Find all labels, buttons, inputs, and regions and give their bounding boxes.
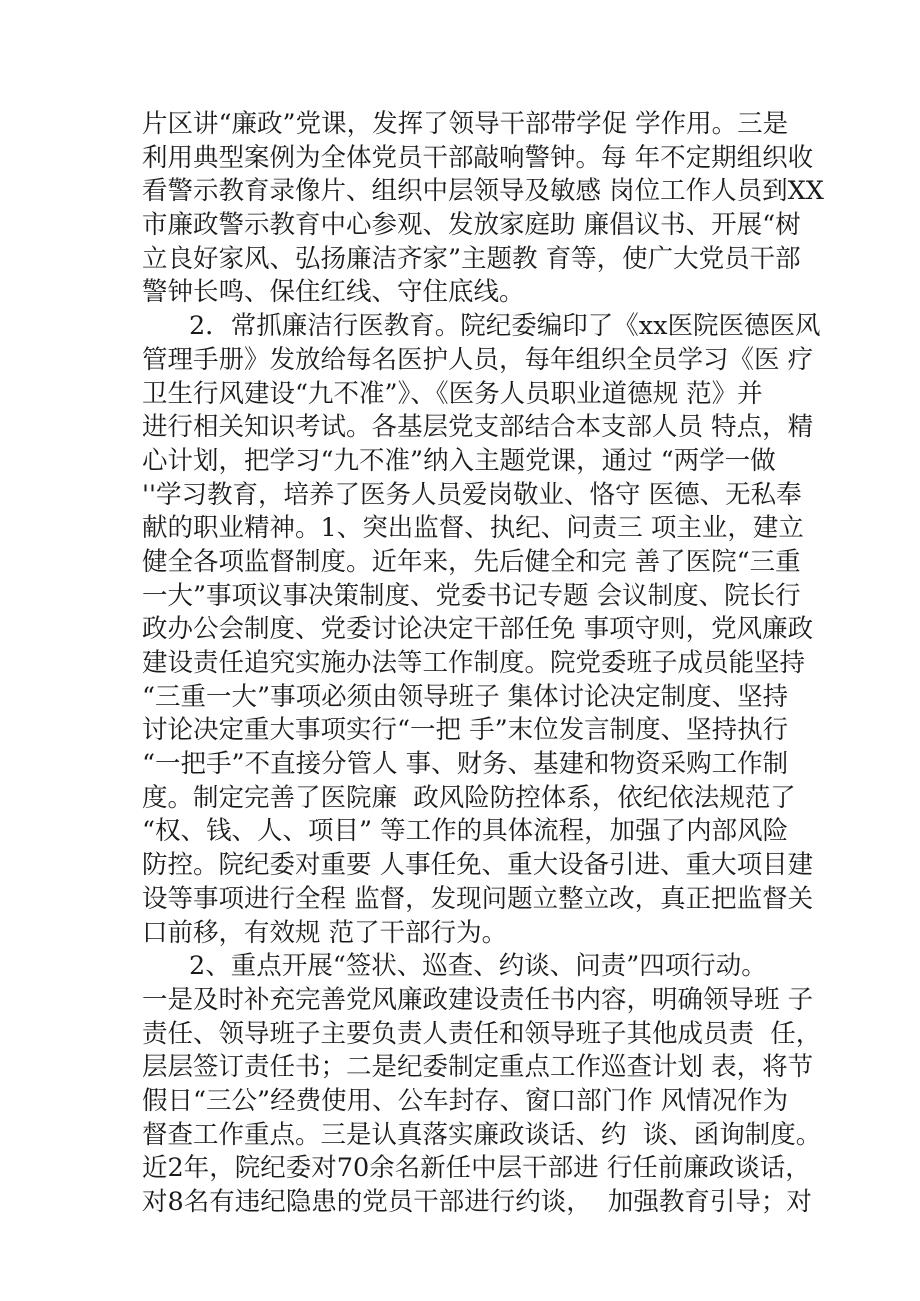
text-line: 督查工作重点。三是认真落实廉政谈话、约 谈、函询制度。 [142, 1119, 822, 1150]
text-line: 心计划，把学习“九不准”纳入主题党课，通过 “两学一做 [142, 445, 776, 476]
text-line: “权、钱、人、项目” 等工作的具体流程，加强了内部风险 [142, 816, 789, 847]
text-line: 一大”事项议事决策制度、党委书记专题 会议制度、院长行 [142, 580, 801, 611]
text-line: 近2年，院纪委对70余名新任中层干部进 行任前廉政谈话， [142, 1153, 811, 1184]
text-line: 看警示教育录像片、组织中层领导及敏感 岗位工作人员到XX [142, 176, 824, 207]
text-line: 献的职业精神。1、突出监督、执纪、问责三 项主业，建立 [142, 513, 804, 544]
body-text [142, 108, 824, 1220]
text-line: 建设责任追究实施办法等工作制度。院党委班子成员能坚持 [142, 648, 806, 678]
text-line: 立良好家风、弘扬廉洁齐家”主题教 育等，使广大党员干部 [142, 243, 801, 274]
text-line: 度。制定完善了医院廉 政风险防控体系，依纪依法规范了 [142, 782, 796, 813]
text-line: 假日“三公”经费使用、公车封存、窗口部门作 风情况作为 [142, 1085, 789, 1116]
text-line: 利用典型案例为全体党员干部敲响警钟。每 年不定期组织收 [142, 142, 814, 173]
text-line: 2．常抓廉洁行医教育。院纪委编印了《xx医院医德医风 [189, 311, 821, 342]
text-line: 2、重点开展“签状、巡查、约谈、问责”四项行动。 [189, 951, 767, 982]
text-line: 市廉政警示教育中心参观、发放家庭助 廉倡议书、开展“树 [142, 210, 801, 241]
text-line: 警钟长鸣、保住红线、守住底线。 [142, 277, 525, 308]
text-line: “一把手”不直接分管人 事、财务、基建和物资采购工作制 [142, 749, 789, 780]
text-line: “三重一大”事项必须由领导班子 集体讨论决定制度、坚持 [142, 681, 789, 712]
text-line: 片区讲“廉政”党课，发挥了领导干部带学促 学作用。三是 [142, 109, 789, 139]
text-line: 健全各项监督制度。近年来，先后健全和完 善了医院“三重 [142, 546, 801, 577]
text-line: ''学习教育，培养了医务人员爱岗敬业、恪守 医德、无私奉 [142, 479, 802, 510]
text-line: 进行相关知识考试。各基层党支部结合本支部人员 特点，精 [142, 412, 814, 443]
text-line: 政办公会制度、党委讨论决定干部任免 事项守则，党风廉政 [142, 614, 814, 645]
text-line: 卫生行风建设“九不准”》、《医务人员职业道德规 范》并 [142, 378, 763, 409]
text-line: 对8名有违纪隐患的党员干部进行约谈， 加强教育引导；对 [142, 1187, 812, 1217]
text-line: 设等事项进行全程 监督，发现问题立整立改，真正把监督关 [142, 883, 814, 914]
paragraph-3 [142, 950, 822, 1220]
text-line: 管理手册》发放给每名医护人员，每年组织全员学习《医 疗 [142, 344, 814, 375]
text-line: 防控。院纪委对重要 人事任免、重大设备引进、重大项目建 [142, 850, 814, 881]
text-line: 讨论决定重大事项实行“一把 手”末位发言制度、坚持执行 [142, 715, 789, 746]
paragraph-2 [142, 310, 821, 950]
text-line: 一是及时补充完善党风廉政建设责任书内容，明确领导班 子 [142, 984, 814, 1015]
text-line: 口前移，有效规 范了干部行为。 [142, 917, 508, 948]
text-line: 层层签订责任书；二是纪委制定重点工作巡查计划 表，将节 [142, 1052, 814, 1083]
text-line: 责任、领导班子主要负责人责任和领导班子其他成员责 任， [142, 1018, 822, 1049]
paragraph-1 [142, 108, 824, 310]
